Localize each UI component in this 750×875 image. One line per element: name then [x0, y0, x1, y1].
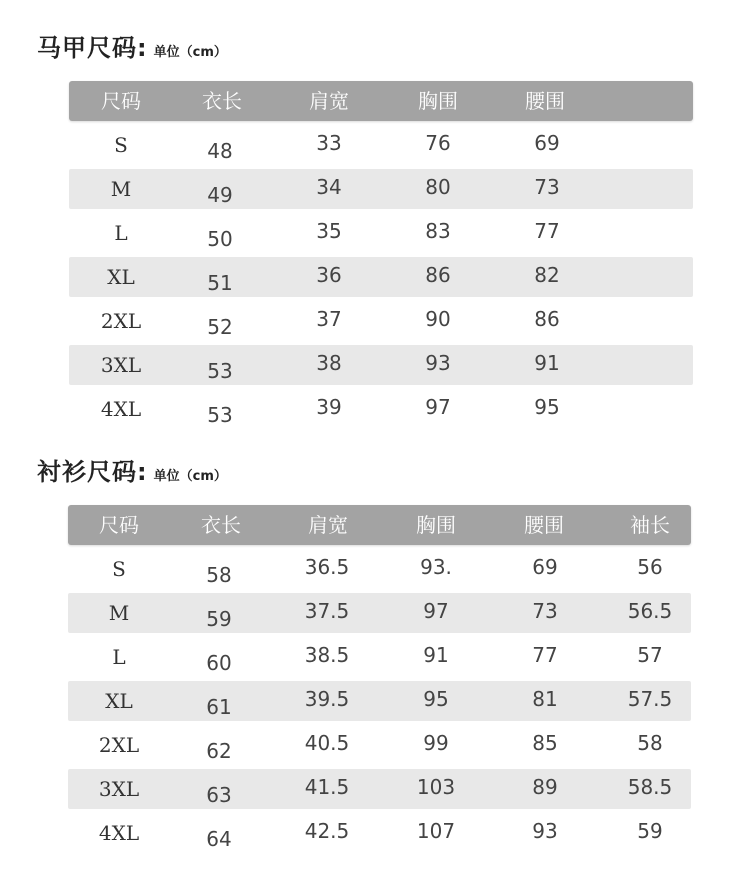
value-cell: 61 — [206, 695, 232, 719]
value-cell: 73 — [532, 599, 558, 623]
value-cell: 57 — [637, 643, 663, 667]
header-cell: 肩宽 — [308, 513, 348, 537]
value-cell: 58 — [637, 731, 663, 755]
table-row — [68, 549, 691, 589]
size-cell: 3XL — [98, 777, 140, 801]
size-cell: XL — [105, 689, 133, 713]
value-cell: 39 — [316, 395, 342, 419]
value-cell: 35 — [316, 219, 342, 243]
value-cell: 60 — [206, 651, 232, 675]
value-cell: 56.5 — [627, 599, 673, 623]
header-cell: 袖长 — [630, 513, 670, 537]
size-cell: M — [108, 601, 130, 625]
vest-unit-text: 单位（cm） — [153, 45, 227, 60]
value-cell: 37 — [316, 307, 342, 331]
header-cell: 腰围 — [525, 89, 565, 113]
value-cell: 95 — [534, 395, 560, 419]
value-cell: 73 — [534, 175, 560, 199]
header-cell: 胸围 — [416, 513, 456, 537]
value-cell: 77 — [534, 219, 560, 243]
value-cell: 97 — [425, 395, 451, 419]
value-cell: 56 — [637, 555, 663, 579]
size-cell: S — [114, 133, 128, 157]
header-cell: 尺码 — [101, 89, 141, 113]
size-cell: 3XL — [100, 353, 142, 377]
size-cell: XL — [107, 265, 135, 289]
value-cell: 95 — [423, 687, 449, 711]
value-cell: 86 — [534, 307, 560, 331]
value-cell: 76 — [425, 131, 451, 155]
vest-size-table — [69, 81, 693, 429]
value-cell: 40.5 — [304, 731, 350, 755]
value-cell: 37.5 — [304, 599, 350, 623]
header-cell: 肩宽 — [309, 89, 349, 113]
value-cell: 52 — [207, 315, 233, 339]
header-cell: 胸围 — [418, 89, 458, 113]
value-cell: 53 — [207, 403, 233, 427]
table-row — [69, 169, 693, 209]
size-cell: S — [112, 557, 126, 581]
value-cell: 36 — [316, 263, 342, 287]
table-row — [68, 637, 691, 677]
size-cell: L — [114, 221, 128, 245]
value-cell: 64 — [206, 827, 232, 851]
header-cell: 衣长 — [201, 513, 241, 537]
header-cell: 衣长 — [202, 89, 242, 113]
value-cell: 99 — [423, 731, 449, 755]
value-cell: 59 — [637, 819, 663, 843]
table-row — [69, 213, 693, 253]
value-cell: 81 — [532, 687, 558, 711]
value-cell: 49 — [207, 183, 233, 207]
value-cell: 86 — [425, 263, 451, 287]
table-row — [68, 769, 691, 809]
value-cell: 89 — [532, 775, 558, 799]
value-cell: 107 — [416, 819, 456, 843]
table-row — [68, 813, 691, 853]
table-row — [68, 681, 691, 721]
value-cell: 39.5 — [304, 687, 350, 711]
value-cell: 82 — [534, 263, 560, 287]
size-cell: 4XL — [98, 821, 140, 845]
value-cell: 50 — [207, 227, 233, 251]
vest-title-text: 马甲尺码: — [37, 34, 148, 62]
value-cell: 85 — [532, 731, 558, 755]
value-cell: 62 — [206, 739, 232, 763]
value-cell: 97 — [423, 599, 449, 623]
size-cell: 2XL — [98, 733, 140, 757]
shirt-table-header — [68, 505, 691, 545]
size-cell: M — [110, 177, 132, 201]
size-cell: 2XL — [100, 309, 142, 333]
value-cell: 91 — [534, 351, 560, 375]
value-cell: 91 — [423, 643, 449, 667]
vest-size-title — [37, 28, 227, 63]
value-cell: 93. — [420, 555, 452, 579]
value-cell: 53 — [207, 359, 233, 383]
value-cell: 80 — [425, 175, 451, 199]
size-cell: L — [112, 645, 126, 669]
value-cell: 77 — [532, 643, 558, 667]
value-cell: 36.5 — [304, 555, 350, 579]
value-cell: 38.5 — [304, 643, 350, 667]
table-row — [69, 345, 693, 385]
value-cell: 34 — [316, 175, 342, 199]
table-row — [68, 593, 691, 633]
value-cell: 90 — [425, 307, 451, 331]
header-cell: 腰围 — [524, 513, 564, 537]
value-cell: 41.5 — [304, 775, 350, 799]
value-cell: 93 — [532, 819, 558, 843]
value-cell: 51 — [207, 271, 233, 295]
value-cell: 42.5 — [304, 819, 350, 843]
value-cell: 33 — [316, 131, 342, 155]
value-cell: 63 — [206, 783, 232, 807]
value-cell: 48 — [207, 139, 233, 163]
size-cell: 4XL — [100, 397, 142, 421]
table-row — [69, 389, 693, 429]
table-row — [69, 125, 693, 165]
shirt-size-title — [37, 452, 227, 487]
value-cell: 59 — [206, 607, 232, 631]
value-cell: 93 — [425, 351, 451, 375]
shirt-title-text: 衬衫尺码: — [37, 458, 148, 486]
value-cell: 38 — [316, 351, 342, 375]
value-cell: 69 — [532, 555, 558, 579]
vest-table-header — [69, 81, 693, 121]
shirt-size-table — [68, 505, 691, 853]
shirt-unit-text: 单位（cm） — [153, 469, 227, 484]
value-cell: 103 — [416, 775, 456, 799]
value-cell: 58.5 — [627, 775, 673, 799]
table-row — [68, 725, 691, 765]
value-cell: 69 — [534, 131, 560, 155]
value-cell: 83 — [425, 219, 451, 243]
table-row — [69, 257, 693, 297]
header-cell: 尺码 — [99, 513, 139, 537]
value-cell: 58 — [206, 563, 232, 587]
value-cell: 57.5 — [627, 687, 673, 711]
table-row — [69, 301, 693, 341]
